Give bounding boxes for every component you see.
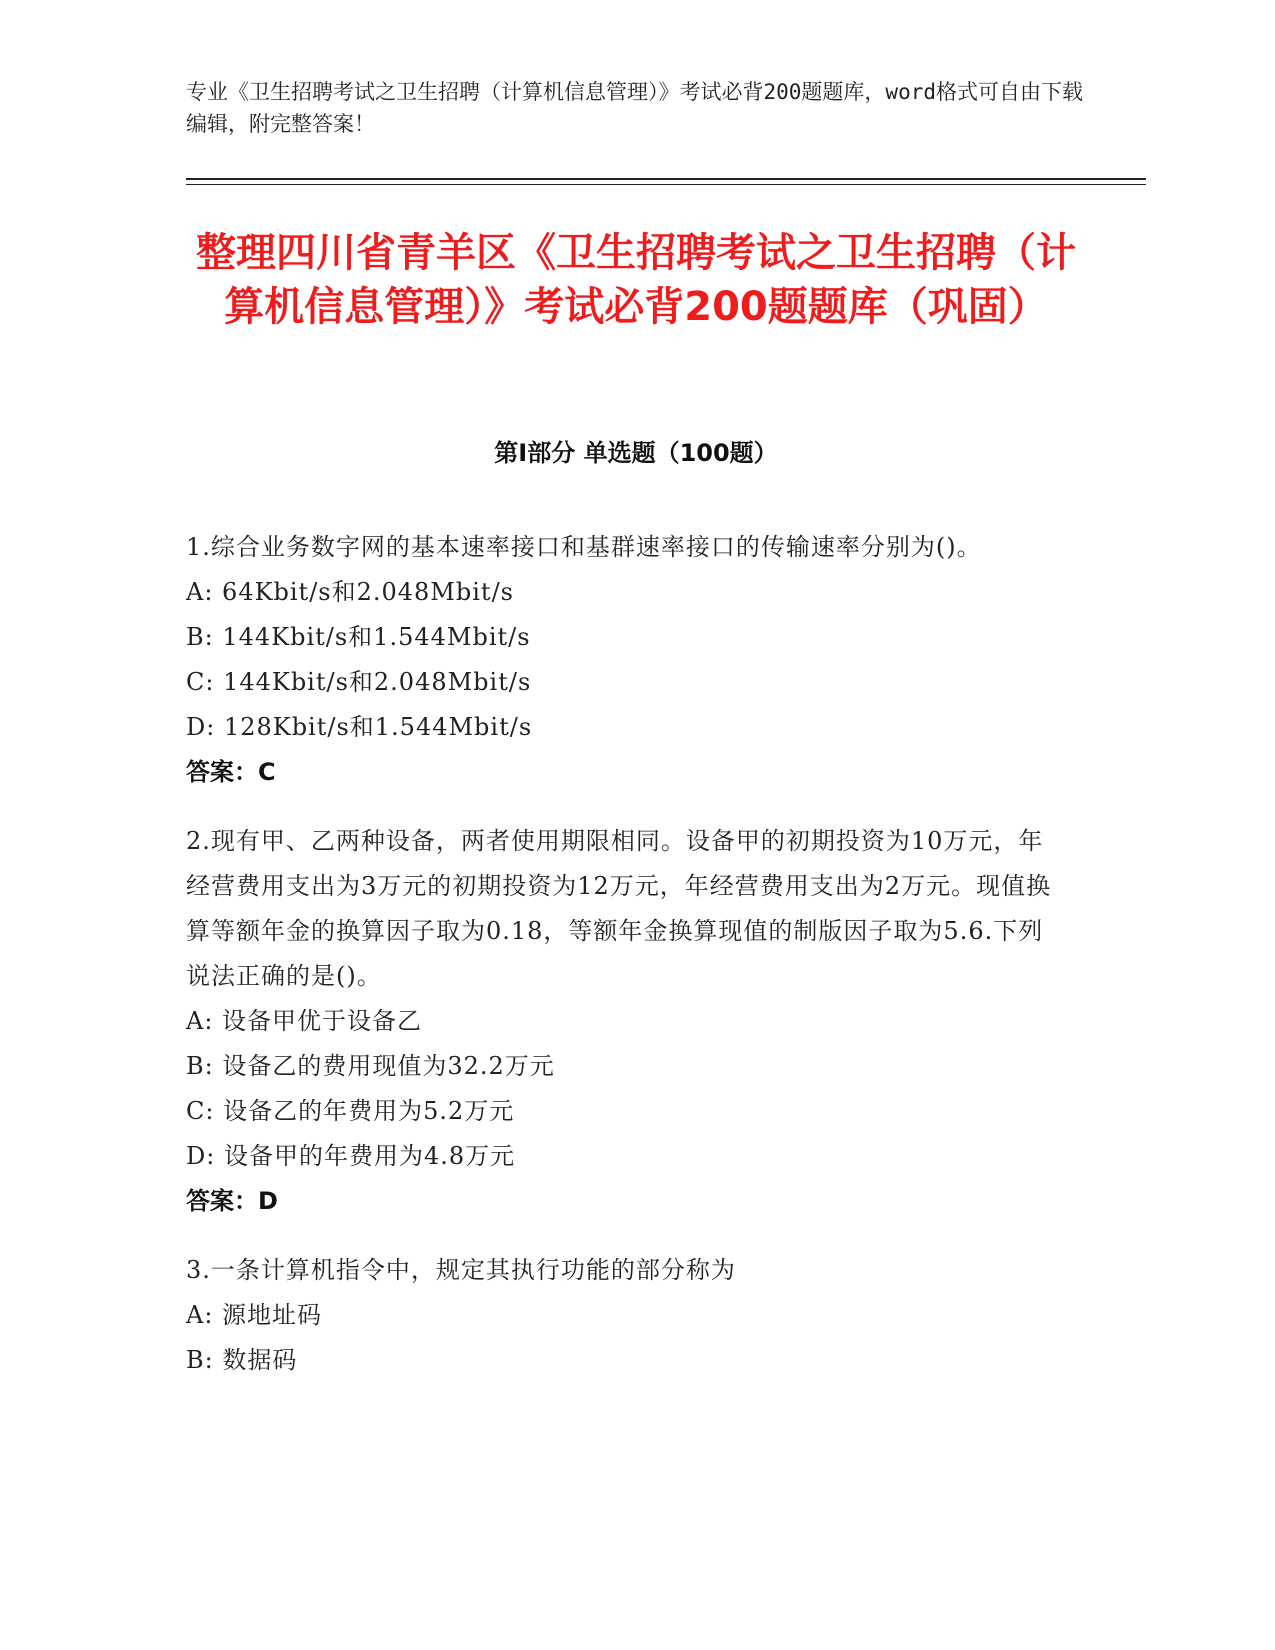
answer: 答案：C bbox=[186, 758, 276, 786]
option-b: B: 设备乙的费用现值为32.2万元 bbox=[186, 1052, 555, 1080]
question-stem: 1.综合业务数字网的基本速率接口和基群速率接口的传输速率分别为()。 bbox=[186, 533, 982, 561]
option-a: A: 64Kbit/s和2.048Mbit/s bbox=[186, 578, 514, 606]
question-2 bbox=[186, 819, 1066, 1224]
header-divider-thin bbox=[186, 184, 1146, 185]
answer: 答案：D bbox=[186, 1187, 278, 1215]
option-a: A: 源地址码 bbox=[186, 1301, 323, 1329]
option-d: D: 128Kbit/s和1.544Mbit/s bbox=[186, 713, 533, 741]
section-title: 第Ⅰ部分 单选题（100题） bbox=[494, 439, 778, 467]
header-divider-thick bbox=[186, 178, 1146, 180]
option-d: D: 设备甲的年费用为4.8万元 bbox=[186, 1142, 516, 1170]
document-title: 整理四川省青羊区《卫生招聘考试之卫生招聘（计算机信息管理）》考试必背200题题库（巩固） bbox=[196, 230, 1076, 330]
header-note: 专业《卫生招聘考试之卫生招聘（计算机信息管理）》考试必背200题题库，word格式可自由下载编辑，附完整答案！ bbox=[186, 80, 1083, 136]
option-c: C: 设备乙的年费用为5.2万元 bbox=[186, 1097, 515, 1125]
question-3 bbox=[186, 1248, 1066, 1383]
option-a: A: 设备甲优于设备乙 bbox=[186, 1007, 423, 1035]
question-list bbox=[186, 525, 1066, 1407]
question-stem: 2.现有甲、乙两种设备，两者使用期限相同。设备甲的初期投资为10万元，年经营费用支出为3万元的初期投资为12万元，年经营费用支出为2万元。现值换算等额年金的换算因子取为0.18，等额年金换算现值的制版因子取为5.6.下列说法正确的是()。 bbox=[186, 827, 1052, 990]
question-stem: 3.一条计算机指令中，规定其执行功能的部分称为 bbox=[186, 1256, 736, 1284]
question-1 bbox=[186, 525, 1066, 795]
option-b: B: 数据码 bbox=[186, 1346, 298, 1374]
option-c: C: 144Kbit/s和2.048Mbit/s bbox=[186, 668, 532, 696]
option-b: B: 144Kbit/s和1.544Mbit/s bbox=[186, 623, 531, 651]
